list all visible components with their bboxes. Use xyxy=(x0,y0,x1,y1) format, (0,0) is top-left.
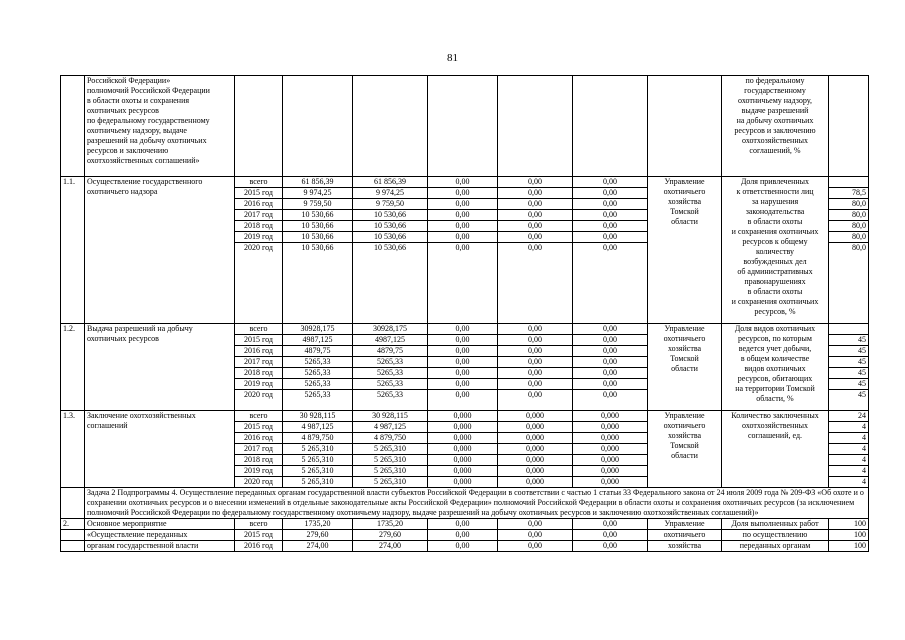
federal-cell: 4987,125 xyxy=(353,335,428,346)
year-cell: 2019 год xyxy=(235,466,283,477)
federal-cell: 5265,33 xyxy=(353,379,428,390)
indicator-value: 45 xyxy=(829,357,869,368)
indicator-value: 45 xyxy=(829,346,869,357)
extra-cell: 0,00 xyxy=(573,221,648,232)
extra-cell: 0,00 xyxy=(573,368,648,379)
table-cell xyxy=(573,76,648,177)
table-row xyxy=(61,541,869,552)
indicator-value: 100 xyxy=(829,530,869,541)
indicator-value: 80,0 xyxy=(829,221,869,232)
local-cell: 0,000 xyxy=(498,455,573,466)
federal-cell: 5265,33 xyxy=(353,390,428,411)
year-cell: всего xyxy=(235,519,283,530)
local-cell: 0,00 xyxy=(498,188,573,199)
activity-name: Российской Федерации» полномочий Российской Федерации в области охоты и сохранения охотничьих ресурсов по федеральному государственному охотничьему надзору, выдаче разрешений на добычу охотничьих ресурсов и заключению охотхозяйственных соглашений» xyxy=(85,76,235,177)
total-cell: 61 856,39 xyxy=(283,177,353,188)
program-table xyxy=(60,75,869,552)
regional-cell: 0,00 xyxy=(428,324,498,335)
regional-cell: 0,00 xyxy=(428,188,498,199)
local-cell: 0,000 xyxy=(498,466,573,477)
total-cell: 5 265,310 xyxy=(283,466,353,477)
table-body xyxy=(61,76,869,552)
year-cell: 2016 год xyxy=(235,433,283,444)
extra-cell: 0,000 xyxy=(573,433,648,444)
federal-cell: 1735,20 xyxy=(353,519,428,530)
extra-cell: 0,00 xyxy=(573,210,648,221)
total-cell: 274,00 xyxy=(283,541,353,552)
indicator-value: 45 xyxy=(829,379,869,390)
federal-cell: 5265,33 xyxy=(353,368,428,379)
activity-name: органам государственной власти xyxy=(85,541,235,552)
year-cell: 2016 год xyxy=(235,199,283,210)
indicator-name: Количество заключенных охотхозяйственных соглашений, ед. xyxy=(722,411,829,488)
extra-cell: 0,00 xyxy=(573,541,648,552)
year-cell: 2016 год xyxy=(235,346,283,357)
task-description: Задача 2 Подпрограммы 4. Осуществление переданных органам государственной власти субъектов Российской Федерации в соответствии с частью 1 статьи 33 Федерального закона от 24 июля 2009 года № 209-ФЗ «Об охоте и о сохранении охотничьих ресурсов и о внесении изменений в отдельные законодательные акты Российской Федерации» полномочий Российской Федерации в области охоты и сохранения охотничьих ресурсов (за исключением полномочий Российской Федерации по федеральному государственному охотничьему надзору, выдаче разрешений на добычу охотничьих ресурсов и заключению охотхозяйственных соглашений)» xyxy=(85,488,869,519)
local-cell: 0,00 xyxy=(498,243,573,324)
total-cell: 10 530,66 xyxy=(283,243,353,324)
federal-cell: 5 265,310 xyxy=(353,455,428,466)
extra-cell: 0,000 xyxy=(573,444,648,455)
local-cell: 0,00 xyxy=(498,379,573,390)
table-row xyxy=(61,177,869,188)
item-number: 1.3. xyxy=(61,411,85,488)
extra-cell: 0,000 xyxy=(573,411,648,422)
local-cell: 0,00 xyxy=(498,390,573,411)
executor-cell: Управление охотничьего хозяйства Томской области xyxy=(648,177,722,324)
local-cell: 0,000 xyxy=(498,477,573,488)
table-cell xyxy=(498,76,573,177)
total-cell: 4879,75 xyxy=(283,346,353,357)
regional-cell: 0,00 xyxy=(428,243,498,324)
table-cell xyxy=(61,488,85,519)
regional-cell: 0,00 xyxy=(428,346,498,357)
indicator-value: 24 xyxy=(829,411,869,422)
item-number: 1.2. xyxy=(61,324,85,411)
activity-name: Осуществление государственного охотничьего надзора xyxy=(85,177,235,324)
extra-cell: 0,00 xyxy=(573,530,648,541)
item-number xyxy=(61,530,85,541)
indicator-value: 80,0 xyxy=(829,232,869,243)
regional-cell: 0,000 xyxy=(428,477,498,488)
regional-cell: 0,00 xyxy=(428,199,498,210)
table-row xyxy=(61,530,869,541)
indicator-name: переданных органам xyxy=(722,541,829,552)
indicator-value: 80,0 xyxy=(829,210,869,221)
indicator-value: 4 xyxy=(829,444,869,455)
executor-cell: Управление xyxy=(648,519,722,530)
item-number: 1.1. xyxy=(61,177,85,324)
indicator-value: 4 xyxy=(829,433,869,444)
total-cell: 30 928,115 xyxy=(283,411,353,422)
table-row xyxy=(61,411,869,422)
federal-cell: 5 265,310 xyxy=(353,477,428,488)
indicator-value: 4 xyxy=(829,422,869,433)
federal-cell: 4 879,750 xyxy=(353,433,428,444)
federal-cell: 30 928,115 xyxy=(353,411,428,422)
total-cell: 30928,175 xyxy=(283,324,353,335)
regional-cell: 0,00 xyxy=(428,541,498,552)
activity-name: Заключение охотхозяйственных соглашений xyxy=(85,411,235,488)
total-cell: 10 530,66 xyxy=(283,221,353,232)
extra-cell: 0,00 xyxy=(573,346,648,357)
extra-cell: 0,000 xyxy=(573,477,648,488)
executor-cell: Управление охотничьего хозяйства Томской области xyxy=(648,411,722,488)
local-cell: 0,00 xyxy=(498,519,573,530)
extra-cell: 0,00 xyxy=(573,335,648,346)
regional-cell: 0,00 xyxy=(428,335,498,346)
year-cell: всего xyxy=(235,411,283,422)
total-cell: 5 265,310 xyxy=(283,444,353,455)
total-cell: 4 987,125 xyxy=(283,422,353,433)
regional-cell: 0,000 xyxy=(428,444,498,455)
total-cell: 4 879,750 xyxy=(283,433,353,444)
activity-name: Основное мероприятие xyxy=(85,519,235,530)
federal-cell: 5 265,310 xyxy=(353,444,428,455)
executor-cell: Управление охотничьего хозяйства Томской области xyxy=(648,324,722,411)
extra-cell: 0,000 xyxy=(573,422,648,433)
indicator-name: Доля привлеченных к ответственности лиц за нарушения законодательства в области охоты и сохранения охотничьих ресурсов к общему количеству возбужденных дел об административных правонарушениях в области охоты и сохранения охотничьих ресурсов, % xyxy=(722,177,829,324)
local-cell: 0,000 xyxy=(498,433,573,444)
local-cell: 0,00 xyxy=(498,324,573,335)
indicator-value: 45 xyxy=(829,368,869,379)
total-cell: 5 265,310 xyxy=(283,455,353,466)
table-cell xyxy=(648,76,722,177)
year-cell: 2018 год xyxy=(235,221,283,232)
federal-cell: 4879,75 xyxy=(353,346,428,357)
indicator-name: по осуществлению xyxy=(722,530,829,541)
extra-cell: 0,00 xyxy=(573,324,648,335)
year-cell: 2018 год xyxy=(235,368,283,379)
federal-cell: 4 987,125 xyxy=(353,422,428,433)
federal-cell: 61 856,39 xyxy=(353,177,428,188)
indicator-name: Доля видов охотничьих ресурсов, по которым ведется учет добычи, в общем количестве видов охотничьих ресурсов, обитающих на территории Томской области, % xyxy=(722,324,829,411)
indicator-value: 4 xyxy=(829,466,869,477)
total-cell: 9 759,50 xyxy=(283,199,353,210)
total-cell: 4987,125 xyxy=(283,335,353,346)
total-cell: 9 974,25 xyxy=(283,188,353,199)
executor-cell: охотничьего xyxy=(648,530,722,541)
local-cell: 0,00 xyxy=(498,335,573,346)
extra-cell: 0,00 xyxy=(573,519,648,530)
federal-cell: 10 530,66 xyxy=(353,210,428,221)
indicator-value: 80,0 xyxy=(829,243,869,324)
year-cell: 2019 год xyxy=(235,232,283,243)
federal-cell: 274,00 xyxy=(353,541,428,552)
year-cell: 2015 год xyxy=(235,422,283,433)
total-cell: 5265,33 xyxy=(283,390,353,411)
activity-name: «Осуществление переданных xyxy=(85,530,235,541)
local-cell: 0,00 xyxy=(498,357,573,368)
year-cell: 2015 год xyxy=(235,530,283,541)
extra-cell: 0,00 xyxy=(573,379,648,390)
indicator-value: 4 xyxy=(829,477,869,488)
extra-cell: 0,00 xyxy=(573,232,648,243)
local-cell: 0,00 xyxy=(498,232,573,243)
total-cell: 10 530,66 xyxy=(283,210,353,221)
indicator-value: 45 xyxy=(829,335,869,346)
local-cell: 0,000 xyxy=(498,422,573,433)
local-cell: 0,00 xyxy=(498,541,573,552)
year-cell: 2017 год xyxy=(235,210,283,221)
table-row xyxy=(61,324,869,335)
regional-cell: 0,00 xyxy=(428,221,498,232)
regional-cell: 0,00 xyxy=(428,390,498,411)
year-cell: всего xyxy=(235,324,283,335)
indicator-value: 78,5 xyxy=(829,188,869,199)
extra-cell: 0,00 xyxy=(573,243,648,324)
indicator-value: 100 xyxy=(829,519,869,530)
indicator-name: по федеральному государственному охотничьему надзору, выдаче разрешений на добычу охотничьих ресурсов и заключению охотхозяйственных соглашений, % xyxy=(722,76,829,177)
table-cell xyxy=(829,76,869,177)
extra-cell: 0,00 xyxy=(573,177,648,188)
regional-cell: 0,00 xyxy=(428,530,498,541)
indicator-value: 100 xyxy=(829,541,869,552)
table-cell xyxy=(61,76,85,177)
indicator-value xyxy=(829,177,869,188)
local-cell: 0,00 xyxy=(498,210,573,221)
year-cell: 2015 год xyxy=(235,335,283,346)
extra-cell: 0,000 xyxy=(573,455,648,466)
federal-cell: 279,60 xyxy=(353,530,428,541)
table-cell xyxy=(283,76,353,177)
federal-cell: 10 530,66 xyxy=(353,221,428,232)
year-cell: 2019 год xyxy=(235,379,283,390)
extra-cell: 0,000 xyxy=(573,466,648,477)
indicator-name: Доля выполненных работ xyxy=(722,519,829,530)
total-cell: 5265,33 xyxy=(283,357,353,368)
table-row xyxy=(61,519,869,530)
regional-cell: 0,000 xyxy=(428,411,498,422)
extra-cell: 0,00 xyxy=(573,188,648,199)
total-cell: 279,60 xyxy=(283,530,353,541)
table-cell xyxy=(235,76,283,177)
indicator-value: 80,0 xyxy=(829,199,869,210)
regional-cell: 0,000 xyxy=(428,466,498,477)
federal-cell: 5 265,310 xyxy=(353,466,428,477)
year-cell: 2017 год xyxy=(235,444,283,455)
total-cell: 5265,33 xyxy=(283,379,353,390)
regional-cell: 0,000 xyxy=(428,422,498,433)
page-number: 81 xyxy=(447,52,458,64)
total-cell: 10 530,66 xyxy=(283,232,353,243)
indicator-value xyxy=(829,324,869,335)
item-number xyxy=(61,541,85,552)
total-cell: 1735,20 xyxy=(283,519,353,530)
regional-cell: 0,00 xyxy=(428,357,498,368)
regional-cell: 0,000 xyxy=(428,455,498,466)
executor-cell: хозяйства xyxy=(648,541,722,552)
local-cell: 0,00 xyxy=(498,177,573,188)
total-cell: 5 265,310 xyxy=(283,477,353,488)
total-cell: 5265,33 xyxy=(283,368,353,379)
carry-over-row xyxy=(61,76,869,177)
extra-cell: 0,00 xyxy=(573,199,648,210)
task-row xyxy=(61,488,869,519)
local-cell: 0,000 xyxy=(498,411,573,422)
local-cell: 0,00 xyxy=(498,346,573,357)
table-cell xyxy=(353,76,428,177)
local-cell: 0,00 xyxy=(498,530,573,541)
local-cell: 0,00 xyxy=(498,221,573,232)
regional-cell: 0,00 xyxy=(428,368,498,379)
regional-cell: 0,00 xyxy=(428,232,498,243)
regional-cell: 0,000 xyxy=(428,433,498,444)
regional-cell: 0,00 xyxy=(428,379,498,390)
local-cell: 0,00 xyxy=(498,199,573,210)
extra-cell: 0,00 xyxy=(573,390,648,411)
regional-cell: 0,00 xyxy=(428,177,498,188)
local-cell: 0,000 xyxy=(498,444,573,455)
item-number: 2. xyxy=(61,519,85,530)
indicator-value: 45 xyxy=(829,390,869,411)
federal-cell: 10 530,66 xyxy=(353,243,428,324)
year-cell: 2015 год xyxy=(235,188,283,199)
regional-cell: 0,00 xyxy=(428,210,498,221)
local-cell: 0,00 xyxy=(498,368,573,379)
federal-cell: 9 759,50 xyxy=(353,199,428,210)
indicator-value: 4 xyxy=(829,455,869,466)
year-cell: 2017 год xyxy=(235,357,283,368)
year-cell: 2020 год xyxy=(235,390,283,411)
year-cell: 2020 год xyxy=(235,477,283,488)
year-cell: всего xyxy=(235,177,283,188)
year-cell: 2016 год xyxy=(235,541,283,552)
table-cell xyxy=(428,76,498,177)
federal-cell: 30928,175 xyxy=(353,324,428,335)
extra-cell: 0,00 xyxy=(573,357,648,368)
activity-name: Выдача разрешений на добычу охотничьих ресурсов xyxy=(85,324,235,411)
federal-cell: 10 530,66 xyxy=(353,232,428,243)
regional-cell: 0,00 xyxy=(428,519,498,530)
year-cell: 2018 год xyxy=(235,455,283,466)
federal-cell: 9 974,25 xyxy=(353,188,428,199)
federal-cell: 5265,33 xyxy=(353,357,428,368)
year-cell: 2020 год xyxy=(235,243,283,324)
